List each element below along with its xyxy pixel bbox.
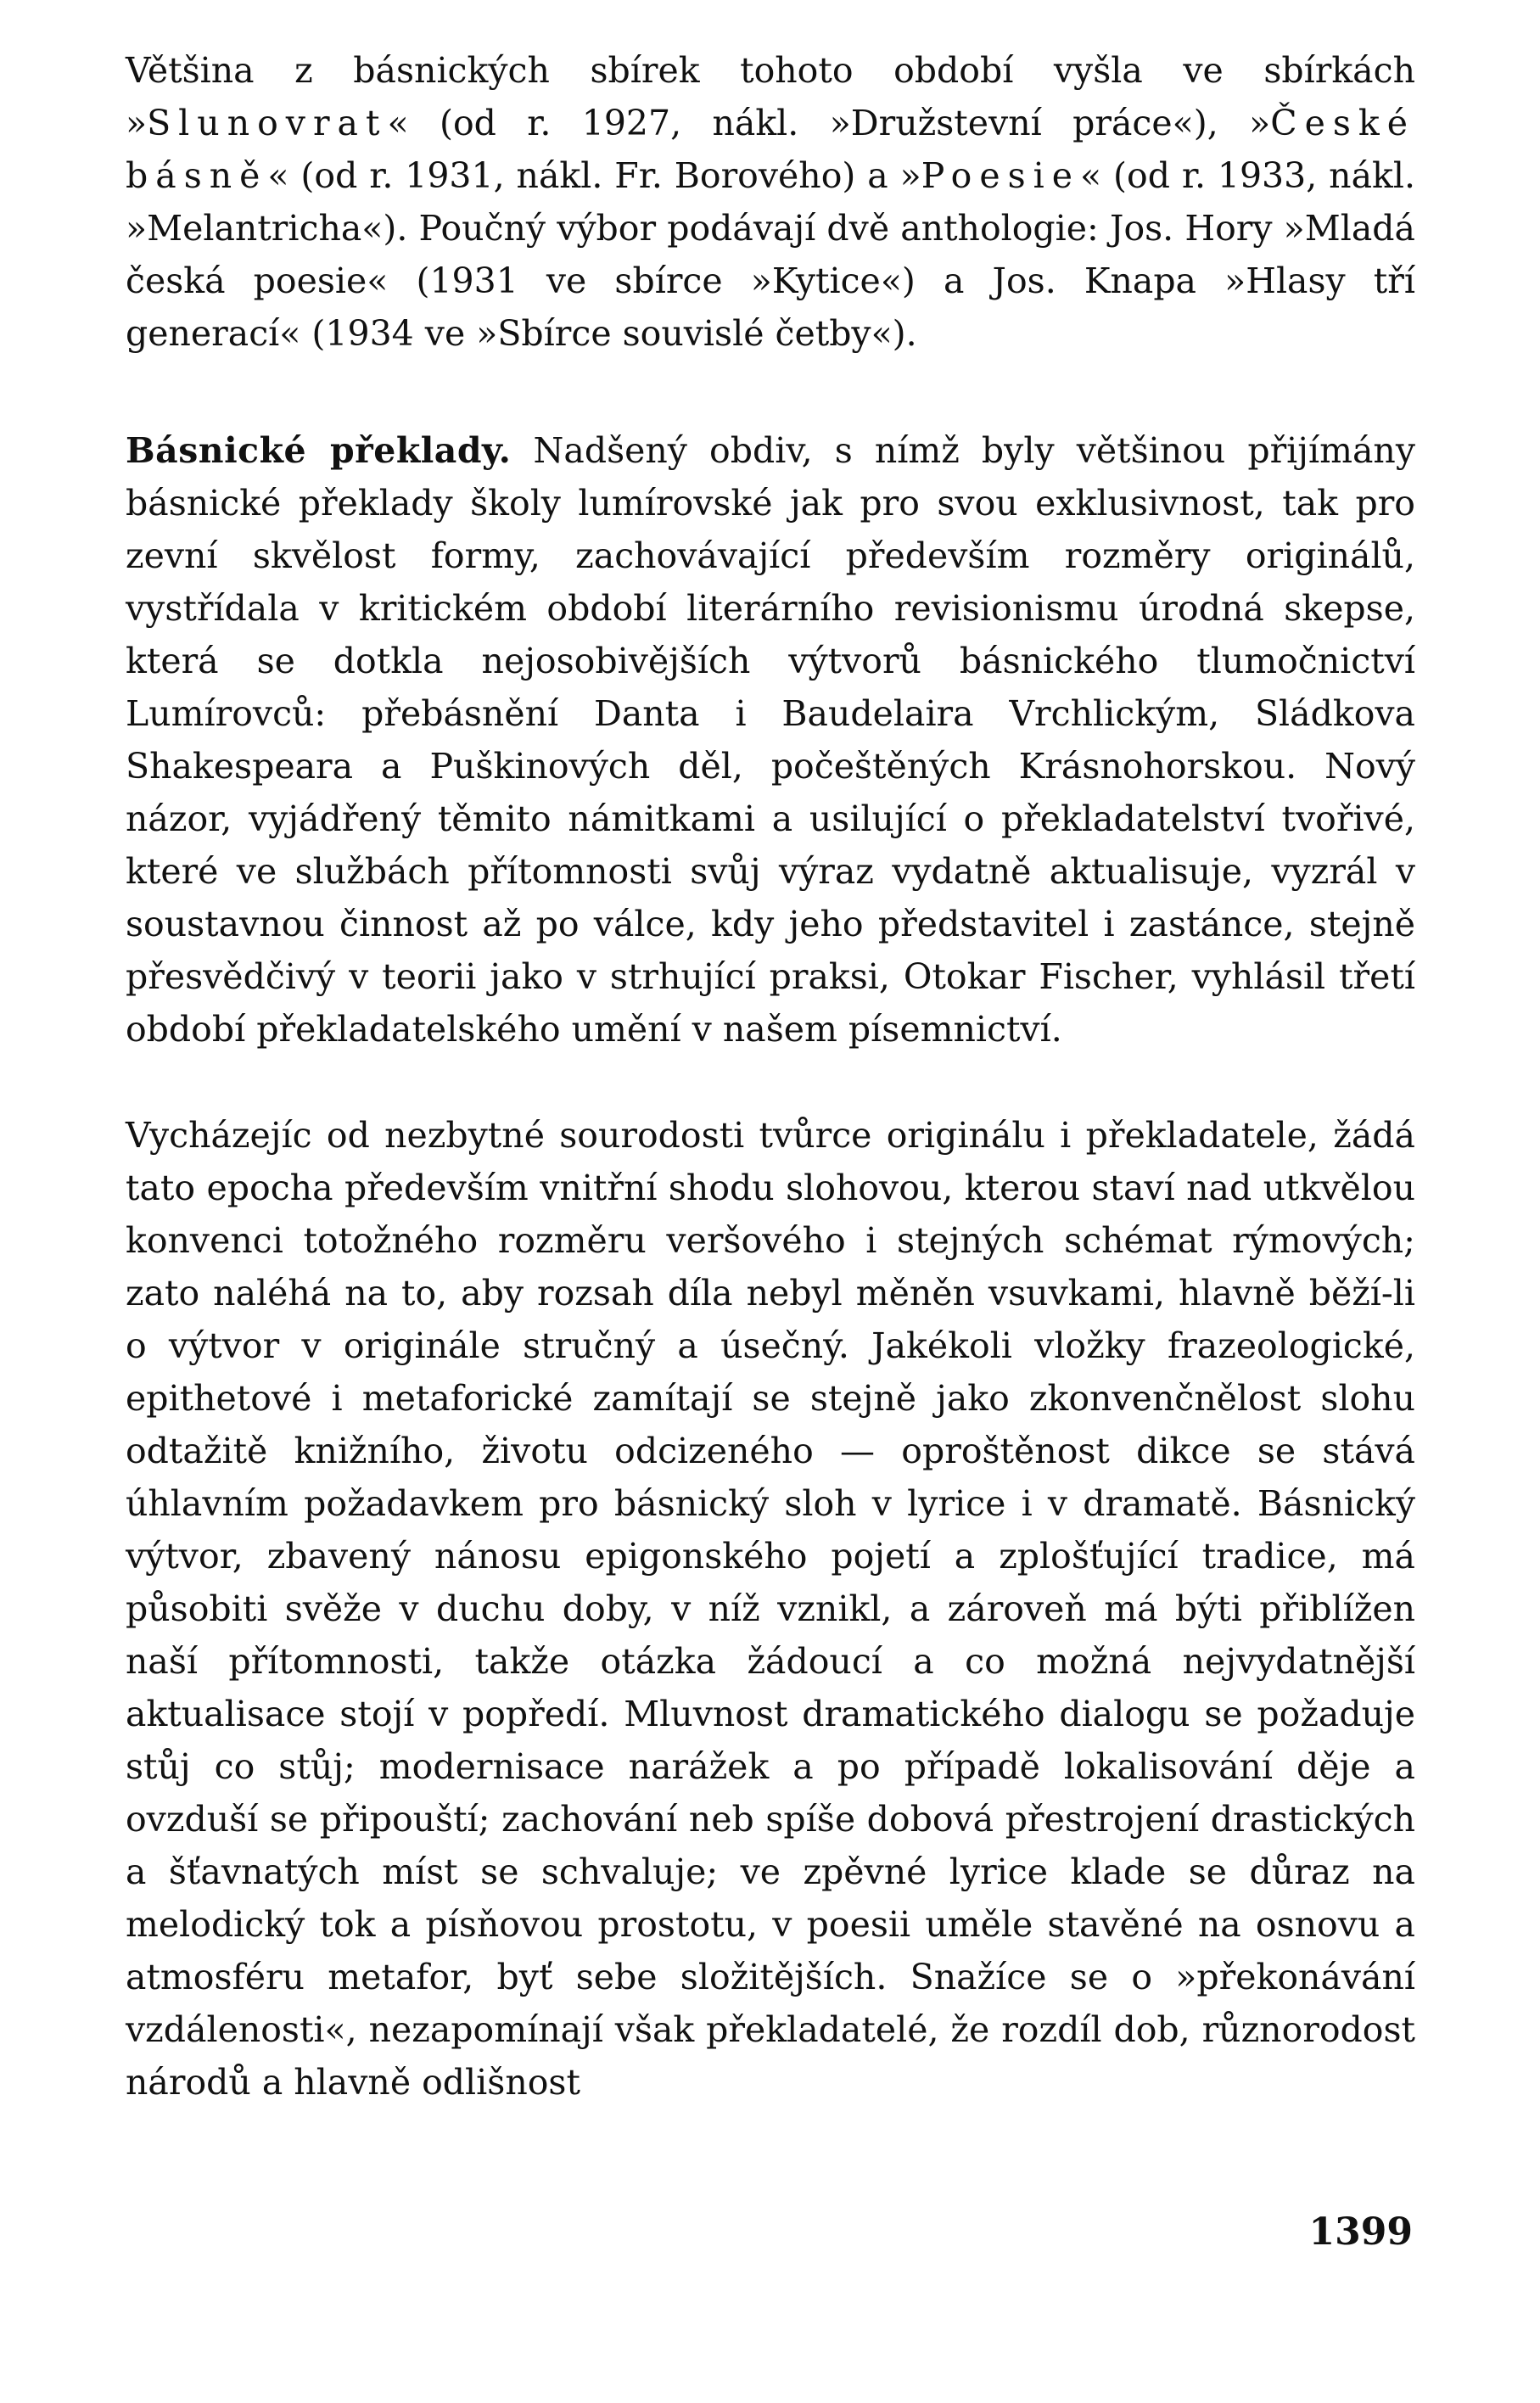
text-run: « (od r. 1933, nákl. »Melantricha«). Poučný výbor podávají dvě anthologie: Jos. Hory »Mladá česká poesie« (1931 ve sbírce »Kytice«) a Jos. Knapa »Hlasy tří generací« (1934 ve »Sbírce souvislé četby«). (126, 155, 1416, 354)
series-title-ceske-basne: České básně (126, 103, 1415, 196)
text-run: Většina z básnických sbírek tohoto období vyšla ve sbírkách » (126, 50, 1415, 143)
paragraph-translations (126, 424, 1415, 1056)
series-title-poesie: Poesie (921, 155, 1081, 196)
text-run: « (od r. 1931, nákl. Fr. Borového) a » (267, 155, 921, 196)
series-title-slunovrat: Slunovrat (147, 103, 388, 143)
page-number: 1399 (1308, 2210, 1413, 2254)
text-run: « (od r. 1927, nákl. »Družstevní práce«), » (387, 103, 1271, 143)
paragraph-body: Nadšený obdiv, s nímž byly většinou přijímány básnické překlady školy lumírovské jak pro svou exklusivnost, tak pro zevní skvělost formy, zachovávající především rozměry originálů, vystřídala v kritickém období literárního revisionismu úrodná skepse, která se dotkla nejosobivějších výtvorů básnického tlumočnictví Lumírovců: přebásnění Danta i Baudelaira Vrchlickým, Sládkova Shakespeara a Puškinových děl, počeštěných Krásnohorskou. Nový názor, vyjádřený těmito námitkami a usilující o překladatelství tvořivé, které ve službách přítomnosti svůj výraz vydatně aktualisuje, vyzrál v soustavnou činnost až po válce, kdy jeho představitel i zastánce, stejně přesvědčivý v teorii jako v strhující praksi, Otokar Fischer, vyhlásil třetí období překladatelského umění v našem písemnictví. (126, 430, 1415, 1050)
paragraph-anthologies (126, 44, 1415, 360)
paragraph-translation-epoch: Vycházejíc od nezbytné sourodosti tvůrce originálu i překladatele, žádá tato epocha především vnitřní shodu slohovou, kterou staví nad utkvělou konvenci totožného rozměru veršového i stejných schémat rýmových; zato naléhá na to, aby rozsah díla nebyl měněn vsuvkami, hlavně běží-li o výtvor v originále stručný a úsečný. Jakékoli vložky frazeologické, epithetové i metaforické zamítají se stejně jako zkonvenčnělost slohu odtažitě knižního, životu odcizeného — oproštěnost dikce se stává úhlavním požadavkem pro básnický sloh v lyrice i v dramatě. Básnický výtvor, zbavený nánosu epigonského pojetí a zplošťující tradice, má působiti svěže v duchu doby, v níž vznikl, a zároveň má býti přiblížen naší přítomnosti, takže otázka žádoucí a co možná nejvydatnější aktualisace stojí v popředí. Mluvnost dramatického dialogu se požaduje stůj co stůj; modernisace narážek a po případě lokalisování děje a ovzduší se připouští; zachování neb spíše dobová přestrojení drastických a šťavnatých míst se schvaluje; ve zpěvné lyrice klade se důraz na melodický tok a písňovou prostotu, v poesii uměle stavěné na osnovu a atmosféru metafor, byť sebe složitějších. Snažíce se o »překonávání vzdálenosti«, nezapomínají však překladatelé, že rozdíl dob, různorodost národů a hlavně odlišnost (126, 1115, 1415, 2103)
section-heading: Básnické překlady. (126, 430, 512, 471)
